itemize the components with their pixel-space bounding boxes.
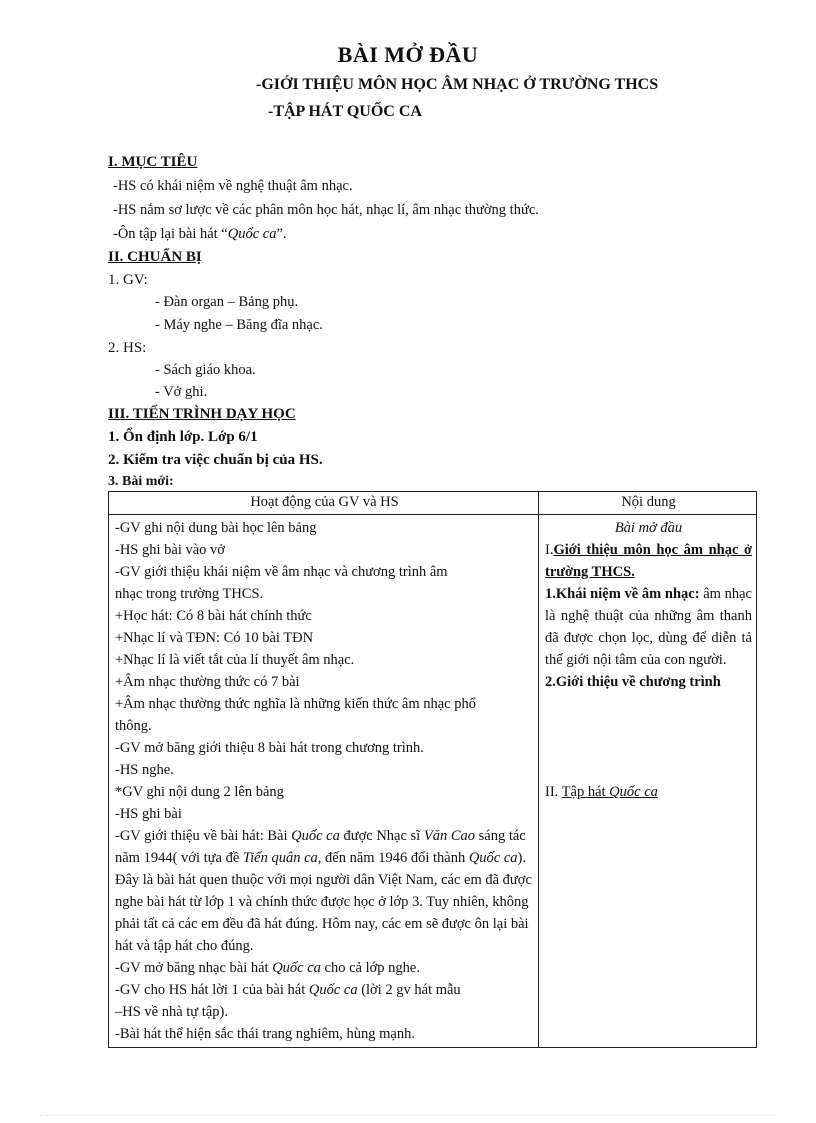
objective-item: -HS có khái niệm về nghệ thuật âm nhạc. bbox=[113, 178, 353, 194]
activity-line: +Âm nhạc thường thức nghĩa là những kiến thức âm nhạc phổ bbox=[115, 696, 476, 712]
prep-hs-label: 2. HS: bbox=[108, 340, 147, 356]
activities-cell bbox=[109, 515, 539, 1048]
content-cell bbox=[539, 515, 757, 1048]
activity-line: -HS ghi bài bbox=[115, 806, 182, 822]
activity-line: -Bài hát thể hiện sắc thái trang nghiêm, hùng mạnh. bbox=[115, 1026, 415, 1042]
content-section-1-1: 1.Khái niệm về âm nhạc: âm nhạc là nghệ thuật của những âm thanh đã được chọn lọc, dùng để diễn tả thế giới nội tâm của con người. bbox=[545, 586, 752, 668]
activity-line: –HS về nhà tự tập). bbox=[115, 1004, 228, 1020]
content-section-1-2: 2.Giới thiệu về chương trình bbox=[545, 674, 721, 690]
table-header-row bbox=[109, 492, 757, 515]
page-subtitle-intro: -GIỚI THIỆU MÔN HỌC ÂM NHẠC Ở TRƯỜNG THCS bbox=[256, 76, 659, 93]
objective-item: -HS nắm sơ lược về các phân môn học hát, nhạc lí, âm nhạc thường thức. bbox=[113, 202, 539, 218]
objectives-heading: I. MỤC TIÊU bbox=[108, 154, 198, 170]
activity-line: -GV ghi nội dung bài học lên bảng bbox=[115, 520, 317, 536]
prep-hs-item: - Vở ghi. bbox=[155, 384, 208, 400]
prep-heading: II. CHUẨN BỊ bbox=[108, 249, 202, 265]
process-step-1: 1. Ổn định lớp. Lớp 6/1 bbox=[108, 429, 258, 445]
activity-line: +Nhạc lí và TĐN: Có 10 bài TĐN bbox=[115, 630, 314, 646]
activity-line: -GV mở băng nhạc bài hát Quốc ca cho cả lớp nghe. bbox=[115, 960, 420, 976]
table-row bbox=[109, 515, 757, 1048]
content-section-1: I.Giới thiệu môn học âm nhạc ở trường THCS. bbox=[545, 542, 752, 580]
content-section-2: II. Tập hát Quốc ca bbox=[545, 784, 658, 800]
prep-gv-item: - Máy nghe – Băng đĩa nhạc. bbox=[155, 317, 323, 333]
col-header-content: Nội dung bbox=[539, 492, 757, 515]
prep-hs-item: - Sách giáo khoa. bbox=[155, 362, 256, 378]
activity-line: -HS ghi bài vào vở bbox=[115, 542, 225, 558]
col-header-activities: Hoạt động của GV và HS bbox=[109, 492, 539, 515]
activity-line: -GV giới thiệu khái niệm về âm nhạc và chương trình âm bbox=[115, 564, 448, 580]
lesson-name: Bài mở đầu bbox=[614, 520, 683, 536]
prep-gv-item: - Đàn organ – Bảng phụ. bbox=[155, 294, 299, 310]
prep-gv-label: 1. GV: bbox=[108, 272, 148, 288]
activity-line: -GV cho HS hát lời 1 của bài hát Quốc ca (lời 2 gv hát mẫu bbox=[115, 982, 461, 998]
process-step-2: 2. Kiểm tra việc chuẩn bị của HS. bbox=[108, 452, 323, 468]
activity-line: thông. bbox=[115, 718, 152, 734]
lesson-table bbox=[108, 491, 757, 1048]
page-title: BÀI MỞ ĐẦU bbox=[337, 42, 479, 67]
activity-line: +Học hát: Có 8 bài hát chính thức bbox=[115, 608, 312, 624]
page-subtitle-anthem: -TẬP HÁT QUỐC CA bbox=[268, 103, 422, 120]
page-bottom-divider bbox=[40, 1115, 776, 1116]
objective-item: -Ôn tập lại bài hát “Quốc ca”. bbox=[113, 226, 287, 242]
song-intro-paragraph: -GV giới thiệu về bài hát: Bài Quốc ca được Nhạc sĩ Văn Cao sáng tác năm 1944( với tựa đề Tiến quân ca, đến năm 1946 đổi thành Quốc ca). Đây là bài hát quen thuộc với mọi người dân Việt Nam, các em đã được nghe bài hát từ lớp 1 và chính thức được học ở lớp 3. Tuy nhiên, không phải tất cả các em đều đã hát đúng. Hôm nay, các em sẽ được ôn lại bài hát và tập hát cho đúng. bbox=[115, 828, 532, 954]
activity-line: -HS nghe. bbox=[115, 762, 174, 778]
activity-line: nhạc trong trường THCS. bbox=[115, 586, 264, 602]
activity-line: *GV ghi nội dung 2 lên bảng bbox=[115, 784, 284, 800]
process-heading: III. TIẾN TRÌNH DẠY HỌC bbox=[108, 406, 296, 422]
activity-line: -GV mở băng giới thiệu 8 bài hát trong chương trình. bbox=[115, 740, 424, 756]
activity-line: +Âm nhạc thường thức có 7 bài bbox=[115, 674, 300, 690]
activity-line: +Nhạc lí là viết tắt của lí thuyết âm nhạc. bbox=[115, 652, 355, 668]
process-step-3: 3. Bài mới: bbox=[108, 474, 174, 489]
